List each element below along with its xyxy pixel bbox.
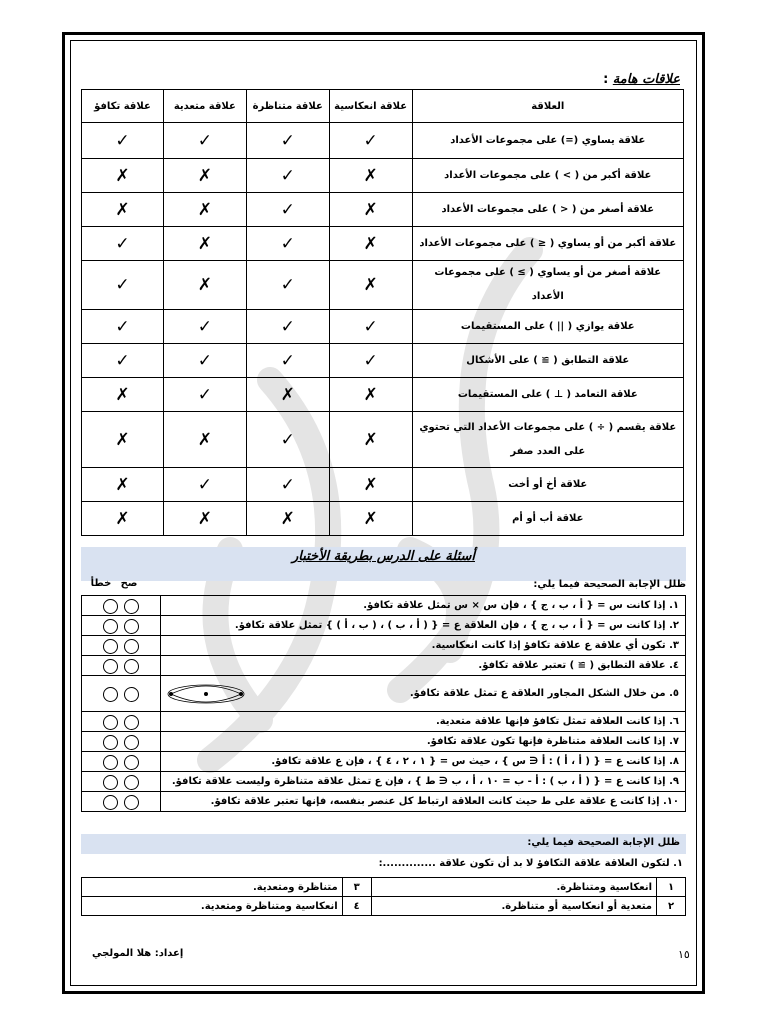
tf-answer-cell [82, 712, 161, 732]
reflexive-mark: ✗ [329, 261, 412, 310]
relation-label: علاقة أخ أو أخت [412, 468, 683, 502]
relation-label: علاقة أصغر من أو يساوي ( ≥ ) على مجموعات الأعداد [412, 261, 683, 310]
tf-instruction: ظلل الإجابة الصحيحة فيما يلي: [533, 579, 686, 590]
true-option-circle[interactable] [124, 687, 139, 702]
mc-option-number: ١ [657, 878, 686, 897]
tf-column-headers [87, 578, 147, 589]
true-option-circle[interactable] [124, 735, 139, 750]
mc-option-number: ٣ [342, 878, 371, 897]
symmetric-mark: ✓ [246, 310, 329, 344]
relation-label: علاقة أب أو أم [412, 502, 683, 536]
relation-row [82, 193, 684, 227]
equivalence-mark: ✗ [82, 193, 164, 227]
reflexive-mark: ✗ [329, 378, 412, 412]
tf-question-text: ٢. إذا كانت س = { أ ، ب ، ج } ، فإن العلاقة ع = { ( أ ، ب ) ، ( ب ، أ ) } تمثل علاقة تكافؤ. [161, 616, 686, 636]
transitive-mark: ✓ [163, 310, 246, 344]
tf-question-row [82, 636, 686, 656]
tf-answer-cell [82, 792, 161, 812]
header-reflexive: علاقة انعكاسية [329, 90, 412, 123]
transitive-mark: ✗ [163, 412, 246, 468]
tf-question-text: ٧. إذا كانت العلاقة متناظرة فإنها تكون علاقة تكافؤ. [161, 732, 686, 752]
equivalence-mark: ✓ [82, 344, 164, 378]
true-option-circle[interactable] [124, 659, 139, 674]
symmetric-mark: ✓ [246, 193, 329, 227]
tf-table [81, 595, 686, 812]
mc-instruction: ظلل الإجابة الصحيحة فيما يلي: [527, 837, 680, 848]
reflexive-mark: ✗ [329, 468, 412, 502]
true-option-circle[interactable] [124, 715, 139, 730]
relation-label: علاقة يوازي ( || ) على المستقيمات [412, 310, 683, 344]
relations-header-row [82, 90, 684, 123]
false-option-circle[interactable] [103, 735, 118, 750]
relation-label: علاقة يساوي (=) على مجموعات الأعداد [412, 123, 683, 159]
equivalence-mark: ✓ [82, 261, 164, 310]
transitive-mark: ✗ [163, 261, 246, 310]
relation-label: علاقة التعامد ( ⊥ ) على المستقيمات [412, 378, 683, 412]
mc-option[interactable]: متعدية أو انعكاسية أو متناظرة. [371, 897, 656, 916]
relation-label: علاقة التطابق ( ≅ ) على الأشكال [412, 344, 683, 378]
tf-answer-cell [82, 772, 161, 792]
relation-row [82, 502, 684, 536]
tf-question-text: ٥. من خلال الشكل المجاور العلاقة ع تمثل علاقة تكافؤ. [409, 688, 679, 699]
tf-question-text: ١. إذا كانت س = { أ ، ب ، ج } ، فإن س × س تمثل علاقة تكافؤ. [161, 596, 686, 616]
tf-question-text [161, 676, 686, 712]
true-option-circle[interactable] [124, 755, 139, 770]
tf-question-text: ٣. تكون أي علاقة ع علاقة تكافؤ إذا كانت انعكاسية. [161, 636, 686, 656]
mc-option[interactable]: متناظرة ومتعدية. [82, 878, 343, 897]
relation-row [82, 159, 684, 193]
tf-question-text: ٦. إذا كانت العلاقة تمثل تكافؤ فإنها علاقة متعدية. [161, 712, 686, 732]
symmetric-mark: ✓ [246, 261, 329, 310]
page-number: ١٥ [678, 948, 690, 961]
relation-row [82, 310, 684, 344]
tf-question-row [82, 752, 686, 772]
reflexive-mark: ✓ [329, 123, 412, 159]
false-option-circle[interactable] [103, 795, 118, 810]
false-option-circle[interactable] [103, 715, 118, 730]
relation-label: علاقة أكبر من أو يساوي ( ≤ ) على مجموعات الأعداد [412, 227, 683, 261]
transitive-mark: ✓ [163, 344, 246, 378]
relation-row [82, 344, 684, 378]
symmetric-mark: ✗ [246, 502, 329, 536]
reflexive-mark: ✗ [329, 502, 412, 536]
equivalence-mark: ✓ [82, 310, 164, 344]
transitive-mark: ✓ [163, 378, 246, 412]
false-option-circle[interactable] [103, 755, 118, 770]
relation-row [82, 378, 684, 412]
mc-option[interactable]: انعكاسية ومتناظرة. [371, 878, 656, 897]
mc-row [82, 878, 686, 897]
equivalence-mark: ✗ [82, 378, 164, 412]
true-option-circle[interactable] [124, 639, 139, 654]
false-option-circle[interactable] [103, 687, 118, 702]
tf-question-row [82, 732, 686, 752]
relation-label: علاقة أكبر من ( > ) على مجموعات الأعداد [412, 159, 683, 193]
mc-question: ١. لتكون العلاقة علاقة التكافؤ لا بد أن تكون علاقة ..............: [378, 858, 683, 869]
tf-question-row [82, 676, 686, 712]
relation-row [82, 123, 684, 159]
equivalence-mark: ✗ [82, 502, 164, 536]
symmetric-mark: ✓ [246, 468, 329, 502]
true-option-circle[interactable] [124, 599, 139, 614]
tf-answer-cell [82, 596, 161, 616]
mc-option[interactable]: انعكاسية ومتناظرة ومتعدية. [82, 897, 343, 916]
false-option-circle[interactable] [103, 599, 118, 614]
tf-question-row [82, 656, 686, 676]
mc-option-number: ٢ [657, 897, 686, 916]
relation-label: علاقة أصغر من ( < ) على مجموعات الأعداد [412, 193, 683, 227]
header-false: خطأ [90, 578, 112, 589]
symmetric-mark: ✓ [246, 412, 329, 468]
reflexive-mark: ✓ [329, 344, 412, 378]
tf-answer-cell [82, 616, 161, 636]
reflexive-mark: ✗ [329, 159, 412, 193]
relation-label: علاقة يقسم ( ÷ ) على مجموعات الأعداد التي تحتوي على العدد صفر [412, 412, 683, 468]
mc-option-number: ٤ [342, 897, 371, 916]
transitive-mark: ✗ [163, 159, 246, 193]
header-relation: العلاقة [412, 90, 683, 123]
tf-answer-cell [82, 636, 161, 656]
tf-question-text: ٩. إذا كانت ع = { ( أ ، ب ) : أ - ب = ١٠ ، أ ، ب ∈ ط } ، فإن ع تمثل علاقة متناظرة وليست علاقة تكافؤ. [161, 772, 686, 792]
tf-question-text: ٤. علاقة التطابق ( ≅ ) تعتبر علاقة تكافؤ. [161, 656, 686, 676]
tf-question-row [82, 772, 686, 792]
reflexive-mark: ✗ [329, 227, 412, 261]
mc-options-table [81, 877, 686, 916]
relations-table [81, 89, 684, 536]
mc-row [82, 897, 686, 916]
header-transitive: علاقة متعدية [163, 90, 246, 123]
symmetric-mark: ✗ [246, 378, 329, 412]
tf-question-text: ١٠. إذا كانت ع علاقة على ط حيث كانت العلاقة ارتباط كل عنصر بنفسه، فإنها تعتبر علاقة تكافؤ. [161, 792, 686, 812]
relation-row [82, 412, 684, 468]
transitive-mark: ✗ [163, 227, 246, 261]
true-option-circle[interactable] [124, 619, 139, 634]
reflexive-mark: ✗ [329, 412, 412, 468]
header-equivalence: علاقة تكافؤ [82, 90, 164, 123]
true-option-circle[interactable] [124, 775, 139, 790]
equivalence-mark: ✗ [82, 159, 164, 193]
relation-row [82, 468, 684, 502]
header-true: صح [120, 578, 138, 589]
false-option-circle[interactable] [103, 775, 118, 790]
symmetric-mark: ✓ [246, 123, 329, 159]
transitive-mark: ✓ [163, 468, 246, 502]
tf-question-row [82, 712, 686, 732]
false-option-circle[interactable] [103, 639, 118, 654]
tf-answer-cell [82, 676, 161, 712]
transitive-mark: ✗ [163, 193, 246, 227]
relation-row [82, 227, 684, 261]
reflexive-mark: ✓ [329, 310, 412, 344]
equivalence-mark: ✓ [82, 123, 164, 159]
relation-row [82, 261, 684, 310]
symmetric-mark: ✓ [246, 227, 329, 261]
equivalence-mark: ✓ [82, 227, 164, 261]
tf-answer-cell [82, 656, 161, 676]
equivalence-mark: ✗ [82, 468, 164, 502]
symmetric-mark: ✓ [246, 344, 329, 378]
transitive-mark: ✗ [163, 502, 246, 536]
tf-question-row [82, 792, 686, 812]
true-option-circle[interactable] [124, 795, 139, 810]
false-option-circle[interactable] [103, 619, 118, 634]
reflexive-mark: ✗ [329, 193, 412, 227]
footer-author: إعداد: هلا المولجي [92, 948, 184, 959]
transitive-mark: ✓ [163, 123, 246, 159]
header-symmetric: علاقة متناظرة [246, 90, 329, 123]
tf-section-title: أسئلة على الدرس بطريقة الأختبار [291, 549, 475, 564]
tf-question-row [82, 596, 686, 616]
symmetric-mark: ✓ [246, 159, 329, 193]
section-title: علاقات هامة : [603, 72, 680, 87]
tf-answer-cell [82, 752, 161, 772]
tf-question-text: ٨. إذا كانت ع = { ( أ ، أ ) : أ ∈ س } ، حيث س = { ١ ، ٢ ، ٤ } ، فإن ع علاقة تكافؤ. [161, 752, 686, 772]
relation-graph-figure [161, 680, 251, 708]
equivalence-mark: ✗ [82, 412, 164, 468]
tf-question-row [82, 616, 686, 636]
tf-answer-cell [82, 732, 161, 752]
false-option-circle[interactable] [103, 659, 118, 674]
